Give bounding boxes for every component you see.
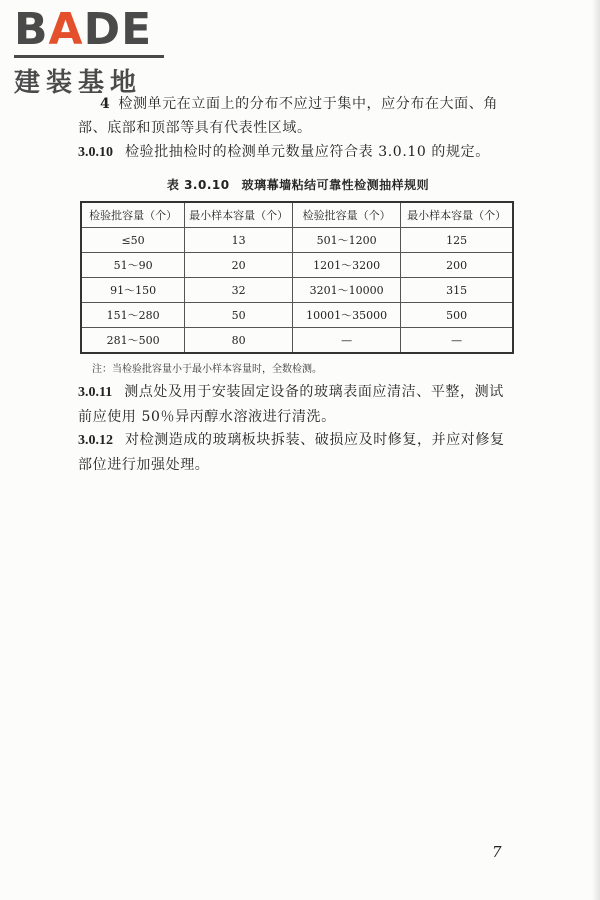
table-cell: 500 [401, 303, 513, 328]
table-cell: — [293, 328, 401, 354]
clause-text: 检验批抽检时的检测单元数量应符合表 3.0.10 的规定。 [125, 144, 490, 160]
table-cell: — [401, 328, 513, 354]
clause-3-0-11 [78, 380, 518, 429]
table-cell: 1201～3200 [293, 253, 401, 278]
logo-rule [14, 55, 164, 58]
bade-logo [14, 4, 174, 99]
clause-text: 对检测造成的玻璃板块拆装、破损应及时修复，并应对修复部位进行加强处理。 [78, 432, 505, 473]
table-cell: 51～90 [81, 253, 185, 278]
table-cell: 315 [401, 278, 513, 303]
table-cell: 50 [185, 303, 293, 328]
table-cell: 200 [401, 253, 513, 278]
table-header-row [81, 202, 513, 228]
table-row [81, 253, 513, 278]
page-number: 7 [492, 843, 502, 861]
table-cell: 13 [185, 228, 293, 253]
logo-subtitle: 建装基地 [14, 68, 143, 98]
table-cell: 80 [185, 328, 293, 354]
table-cell: ≤50 [81, 228, 185, 253]
header-cell: 检验批容量（个） [81, 202, 185, 228]
table-row [81, 303, 513, 328]
table-cell: 10001～35000 [293, 303, 401, 328]
table-cell: 3201～10000 [293, 278, 401, 303]
item-4-text: 检测单元在立面上的分布不应过于集中，应分布在大面、角部、底部和顶部等具有代表性区域。 [78, 96, 498, 136]
clause-3-0-10 [78, 140, 518, 165]
table-cell: 151～280 [81, 303, 185, 328]
sampling-rules-table [80, 201, 514, 354]
table-caption-number: 表 3.0.10 [166, 178, 230, 192]
header-cell: 最小样本容量（个） [401, 202, 513, 228]
table-cell: 501～1200 [293, 228, 401, 253]
table-cell: 20 [185, 253, 293, 278]
clause-text: 测点处及用于安装固定设备的玻璃表面应清洁、平整，测试前应使用 50％异丙醇水溶液进行清洗。 [78, 384, 504, 425]
clause-number: 3.0.12 [78, 433, 113, 448]
table-row [81, 328, 513, 354]
table-cell: 125 [401, 228, 513, 253]
table-row [81, 228, 513, 253]
clause-number: 3.0.10 [78, 145, 113, 160]
table-row [81, 278, 513, 303]
logo-wordmark: BADE [14, 4, 153, 55]
item-4-marker: 4 [100, 96, 111, 112]
table-caption-title: 玻璃幕墙粘结可靠性检测抽样规则 [241, 178, 430, 192]
clause-3-0-12 [78, 428, 518, 477]
table-caption [78, 176, 518, 193]
item-4-paragraph [78, 92, 518, 140]
clause-number: 3.0.11 [78, 385, 113, 400]
table-note: 注：当检验批容量小于最小样本容量时，全数检测。 [92, 364, 322, 375]
header-cell: 最小样本容量（个） [185, 202, 293, 228]
header-cell: 检验批容量（个） [293, 202, 401, 228]
table-cell: 281～500 [81, 328, 185, 354]
page-edge-shadow [592, 0, 600, 900]
table-cell: 91～150 [81, 278, 185, 303]
table-cell: 32 [185, 278, 293, 303]
